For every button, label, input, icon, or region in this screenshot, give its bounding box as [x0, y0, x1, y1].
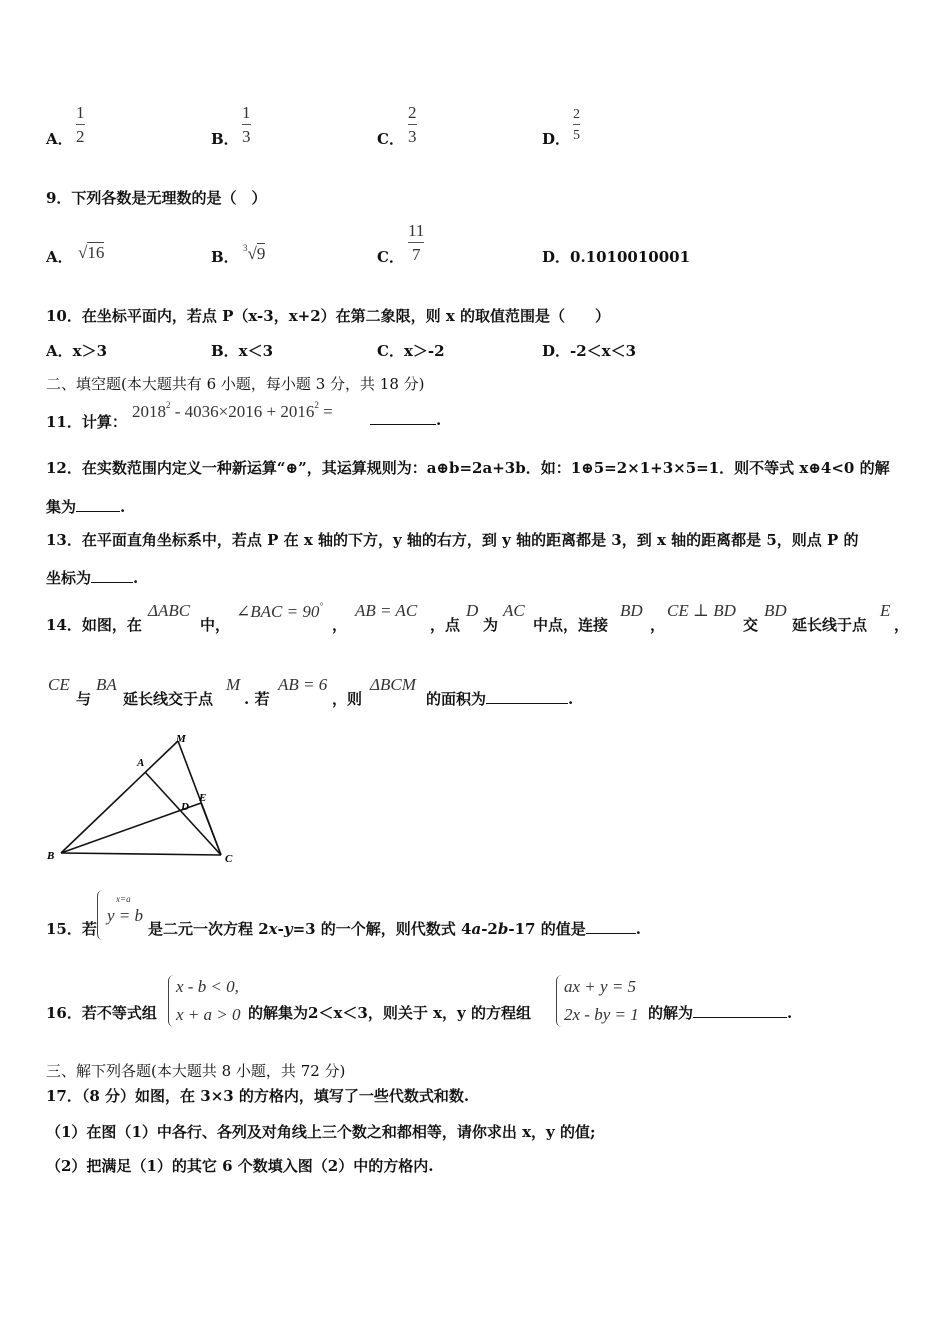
- q8-option-d-fraction: 2 5: [573, 107, 580, 143]
- line-b-m: [61, 741, 178, 853]
- figure-label-a: A: [137, 757, 145, 769]
- q14-text-11: 与: [76, 690, 92, 708]
- q14-text-12: 延长线交于点: [123, 690, 214, 708]
- q14-text-10: ，: [894, 616, 910, 634]
- q14-text-7: ，: [650, 616, 666, 634]
- q9-stem: 9．下列各数是无理数的是（ ）: [46, 189, 267, 207]
- q14-text-14: ，则: [332, 690, 363, 708]
- q16-text-2: 的解为 .: [648, 1004, 793, 1022]
- q16-equation-1: ax + y = 5: [564, 977, 637, 996]
- q16-brace-2: [556, 975, 562, 1027]
- q14-math-bd: BD: [620, 601, 643, 620]
- q14-text-4: ，点: [430, 616, 461, 634]
- q14-text-5: 为: [483, 616, 499, 634]
- q15-brace: [97, 890, 103, 940]
- q12-line2: 集为 .: [46, 498, 126, 516]
- q16-prefix: 16．若不等式组: [46, 1004, 157, 1022]
- q14-math-ce-perp-bd: CE ⊥ BD: [667, 601, 736, 620]
- q14-text-15: 的面积为 .: [426, 690, 574, 708]
- q14-math-ab-6: AB = 6: [278, 675, 328, 694]
- q14-math-ac: AC: [503, 601, 525, 620]
- q10-option-a: A．x＞3: [46, 342, 108, 360]
- figure-label-d: D: [181, 801, 189, 813]
- q14-triangle-figure: [40, 725, 250, 875]
- q14-text-9: 延长线于点: [792, 616, 868, 634]
- q14-text-13: . 若: [244, 690, 270, 708]
- q16-inequality-1: x - b < 0,: [176, 977, 239, 996]
- q14-math-bd-2: BD: [764, 601, 787, 620]
- q8-option-c-fraction: 2 3: [408, 103, 417, 146]
- q8-option-b-label: B．: [211, 130, 239, 148]
- figure-label-b: B: [47, 850, 55, 862]
- q14-text-2: 中，: [200, 616, 231, 634]
- q9-option-b-cuberoot: $^3$√9: [243, 243, 266, 263]
- figure-label-c: C: [225, 853, 233, 865]
- q8-option-c-label: C．: [377, 130, 404, 148]
- q10-option-c: C．x＞-2: [377, 342, 445, 360]
- figure-label-e: E: [199, 792, 207, 804]
- q14-text-1: 14．如图，在: [46, 616, 142, 634]
- q14-text-6: 中点，连接: [533, 616, 609, 634]
- q14-math-e: E: [880, 601, 891, 620]
- line-b-c: [61, 853, 221, 855]
- section-3-heading: 三、解下列各题(本大题共 8 小题，共 72 分): [46, 1062, 346, 1080]
- q16-text-1: 的解集为2＜x＜3，则关于 x，y 的方程组: [248, 1004, 531, 1022]
- q9-option-c-fraction: 11 7: [408, 221, 425, 264]
- q8-option-a-fraction: 1 2: [76, 103, 85, 146]
- q14-math-ce: CE: [48, 675, 70, 694]
- q9-option-b-label: B．: [211, 248, 239, 266]
- q11-prefix: 11．计算：: [46, 413, 127, 431]
- q11-answer-blank: .: [370, 411, 441, 429]
- q10-option-d: D．-2＜x＜3: [542, 342, 637, 360]
- q9-option-c-label: C．: [377, 248, 404, 266]
- q14-math-d: D: [466, 601, 479, 620]
- q10-option-b: B．x＜3: [211, 342, 274, 360]
- q14-math-angle: ∠BAC = 90°: [236, 601, 323, 621]
- q14-math-triangle-abc: ΔABC: [148, 601, 191, 620]
- q15-text: 是二元一次方程 2x-y=3 的一个解，则代数式 4a-2b-17 的值是 .: [148, 920, 641, 938]
- q14-math-ab-ac: AB = AC: [355, 601, 418, 620]
- q15-prefix: 15．若: [46, 920, 97, 938]
- q10-stem: 10．在坐标平面内，若点 P（x-3，x+2）在第二象限，则 x 的取值范围是（ ）: [46, 307, 611, 325]
- q14-math-triangle-bcm: ΔBCM: [370, 675, 416, 694]
- line-a-c: [145, 772, 221, 855]
- line-e-c: [201, 803, 221, 855]
- q9-option-a-label: A．: [46, 248, 73, 266]
- q11-expression: $2018^2 - 4036\times 2016 + 2016^2$ =: [132, 400, 333, 421]
- q8-option-a-label: A．: [46, 130, 73, 148]
- q16-equation-2: 2x - by = 1: [564, 1005, 639, 1024]
- q14-math-m: M: [226, 675, 241, 694]
- q16-inequality-2: x + a > 0: [176, 1005, 241, 1024]
- q14-text-3: ，: [332, 616, 348, 634]
- figure-label-m: M: [176, 733, 186, 745]
- q15-condition-small: x=a: [116, 894, 131, 904]
- q13-line2: 坐标为 .: [46, 569, 139, 587]
- q9-option-a-sqrt: √16: [78, 243, 105, 262]
- q17-stem: 17．（8 分）如图，在 3×3 的方格内，填写了一些代数式和数.: [46, 1087, 470, 1105]
- line-b-e: [61, 803, 201, 853]
- q17-part-2: （2）把满足（1）的其它 6 个数填入图（2）中的方格内.: [46, 1157, 434, 1175]
- q8-option-b-fraction: 1 3: [242, 103, 251, 146]
- q14-math-ba: BA: [96, 675, 117, 694]
- q12-line1: 12．在实数范围内定义一种新运算“⊕”，其运算规则为：a⊕b=2a+3b．如：1⊕5=2×1+3×5=1．则不等式 x⊕4<0 的解: [46, 459, 890, 477]
- q16-brace-1: [168, 975, 174, 1027]
- q8-option-d-label: D．: [542, 130, 571, 148]
- q17-part-1: （1）在图（1）中各行、各列及对角线上三个数之和都相等，请你求出 x，y 的值;: [46, 1123, 596, 1141]
- section-2-heading: 二、填空题(本大题共有 6 小题，每小题 3 分，共 18 分): [46, 375, 425, 393]
- q15-condition: y = b: [107, 906, 144, 925]
- q13-line1: 13．在平面直角坐标系中，若点 P 在 x 轴的下方，y 轴的右方，到 y 轴的距离都是 3，到 x 轴的距离都是 5，则点 P 的: [46, 531, 859, 549]
- q9-option-d: D．0.1010010001: [542, 248, 691, 266]
- q14-text-8: 交: [743, 616, 759, 634]
